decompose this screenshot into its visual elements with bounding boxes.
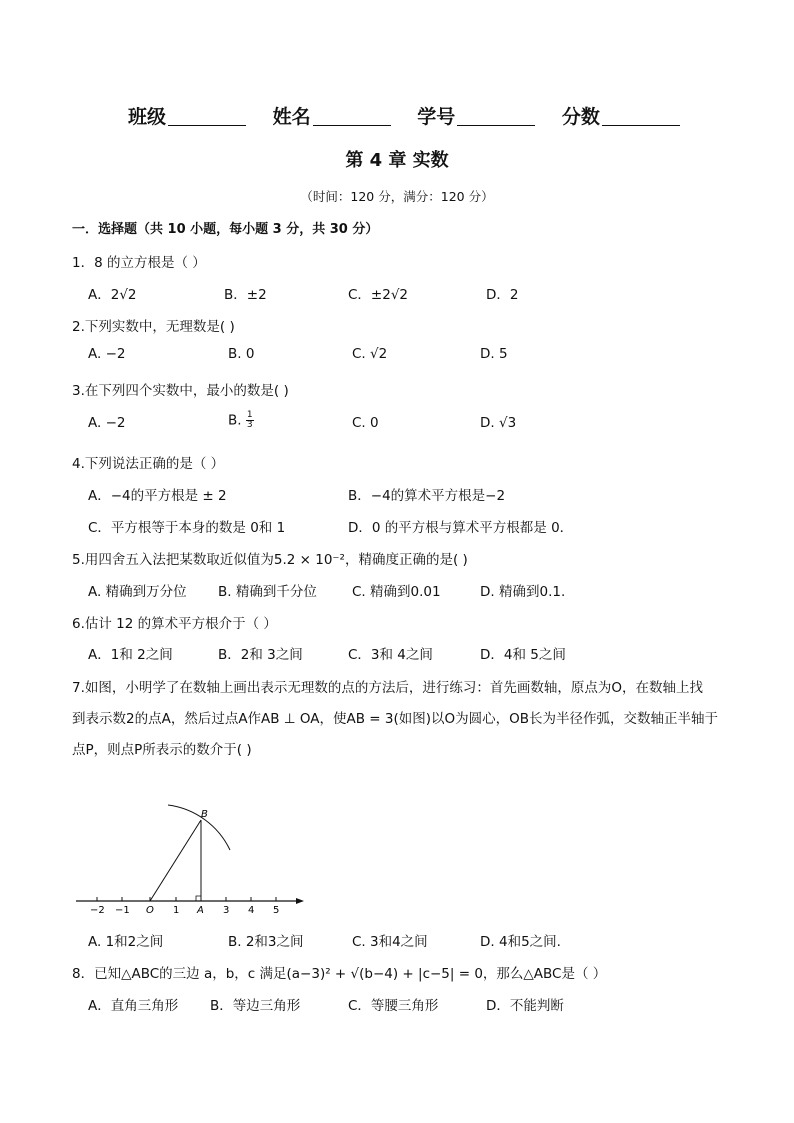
question-6-option-d: D．4和 5之间: [480, 647, 566, 663]
student-id-field: [417, 102, 535, 129]
name-label: 姓名: [272, 106, 311, 128]
question-3-option-b: [228, 411, 254, 430]
number-line-figure: [70, 795, 310, 925]
question-7-option-b: B. 2和3之间: [228, 934, 304, 950]
segment-ob: [150, 820, 201, 901]
arc: [168, 805, 230, 850]
fraction-denominator: 3: [246, 420, 253, 430]
question-4-option-b: B．−4的算术平方根是−2: [348, 488, 506, 504]
question-2-stem: 2.下列实数中，无理数是( ): [72, 319, 235, 335]
question-7-stem-line-3: 点P，则点P所表示的数介于( ): [72, 742, 252, 758]
page-title: 第 4 章 实数: [345, 150, 449, 171]
class-field: [128, 102, 246, 129]
question-3-stem: 3.在下列四个实数中，最小的数是( ): [72, 383, 289, 399]
point-o-label: O: [146, 905, 154, 916]
section-heading: 一．选择题（共 10 小题，每小题 3 分，共 30 分）: [72, 222, 379, 237]
question-5-option-d: D. 精确到0.1.: [480, 584, 566, 600]
tick-label: −1: [115, 905, 130, 916]
question-8-option-c: C．等腰三角形: [348, 998, 439, 1014]
question-4-option-a: A．−4的平方根是 ± 2: [88, 488, 227, 504]
student-info-header: [128, 102, 700, 129]
question-2-option-b: B. 0: [228, 346, 255, 362]
question-6-stem: 6.估计 12 的算术平方根介于（ ）: [72, 616, 277, 632]
question-2-option-a: A. −2: [88, 346, 126, 362]
question-1-option-c: C．±2√2: [348, 287, 409, 303]
one-third-fraction: [246, 411, 254, 430]
question-2-option-d: D. 5: [480, 346, 508, 362]
question-2-option-c: C. √2: [352, 346, 388, 362]
score-label: 分数: [561, 106, 600, 128]
point-a-label: A: [197, 905, 204, 916]
class-blank[interactable]: [168, 105, 246, 126]
axis-arrow: [296, 898, 304, 904]
question-6-option-b: B．2和 3之间: [218, 647, 303, 663]
question-6-option-a: A．1和 2之间: [88, 647, 173, 663]
score-blank[interactable]: [602, 105, 680, 126]
question-4-stem: 4.下列说法正确的是（ ）: [72, 456, 225, 472]
question-7-option-c: C. 3和4之间: [352, 934, 428, 950]
point-b-label: B: [201, 809, 208, 820]
question-3-option-c: C. 0: [352, 415, 379, 431]
page-subtitle: （时间：120 分，满分：120 分）: [300, 189, 494, 204]
name-blank[interactable]: [313, 105, 391, 126]
question-3-option-a: A. −2: [88, 415, 126, 431]
question-7-option-a: A. 1和2之间: [88, 934, 164, 950]
question-7-option-d: D. 4和5之间.: [480, 934, 561, 950]
score-field: [562, 102, 680, 129]
question-5-option-a: A. 精确到万分位: [88, 584, 187, 600]
question-8-option-a: A．直角三角形: [88, 998, 179, 1014]
tick-label: 1: [173, 905, 180, 916]
question-1-option-b: B．±2: [224, 287, 267, 303]
fraction-numerator: 1: [246, 410, 253, 420]
question-3-option-b-label: B.: [228, 412, 242, 429]
question-6-option-c: C．3和 4之间: [348, 647, 433, 663]
question-4-option-c: C．平方根等于本身的数是 0和 1: [88, 520, 286, 536]
tick-label: 4: [248, 905, 255, 916]
question-8-option-b: B．等边三角形: [210, 998, 301, 1014]
question-3-option-d: D. √3: [480, 415, 517, 431]
question-5-option-c: C. 精确到0.01: [352, 584, 441, 600]
question-7-stem-line-2: 到表示数2的点A，然后过点A作AB ⊥ OA，使AB = 3(如图)以O为圆心，OB长为半径作弧，交数轴正半轴于: [72, 711, 719, 727]
question-1-option-d: D．2: [486, 287, 519, 303]
question-1-option-a: A．2√2: [88, 287, 137, 303]
class-label: 班级: [128, 106, 167, 128]
question-5-option-b: B. 精确到千分位: [218, 584, 317, 600]
name-field: [273, 102, 391, 129]
tick-label: 3: [223, 905, 230, 916]
question-7-stem-line-1: 7.如图，小明学了在数轴上画出表示无理数的点的方法后，进行练习：首先画数轴，原点为O，在数轴上找: [72, 680, 704, 696]
question-8-stem: 8．已知△ABC的三边 a，b，c 满足(a−3)² + √(b−4) + |c−5| = 0，那么△ABC是（ ）: [72, 966, 607, 982]
student-id-blank[interactable]: [457, 105, 535, 126]
right-angle-mark: [196, 896, 201, 901]
tick-label: 5: [273, 905, 280, 916]
question-8-option-d: D．不能判断: [486, 998, 564, 1014]
tick-label: −2: [90, 905, 105, 916]
question-5-stem: 5.用四舍五入法把某数取近似值为5.2 × 10⁻²，精确度正确的是( ): [72, 552, 468, 568]
student-id-label: 学号: [417, 106, 456, 128]
question-4-option-d: D．0 的平方根与算术平方根都是 0．: [348, 520, 574, 536]
question-1-stem: 1．8 的立方根是（ ）: [72, 255, 206, 271]
